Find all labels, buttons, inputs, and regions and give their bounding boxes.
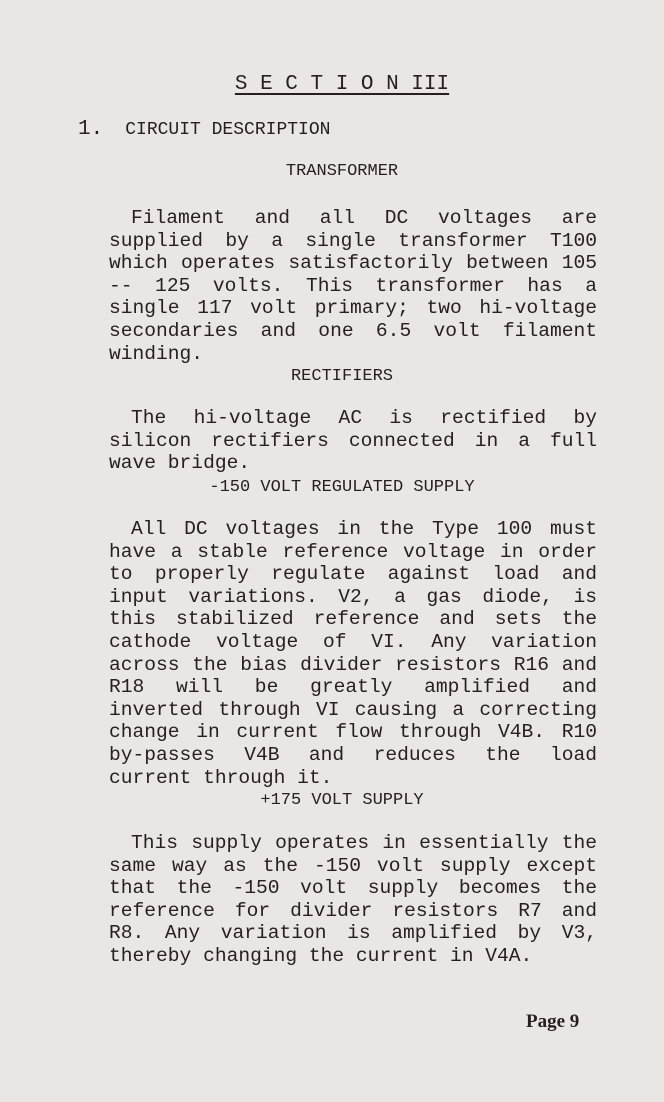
paragraph-text: This supply operates in essentially the same way as the -150 volt supply except that the -150 volt supply becomes the reference for divider resistors R7 and R8. Any variation is amplified by V3, thereby changing the current in V4A. xyxy=(109,832,597,967)
heading-number: 1. xyxy=(78,118,104,141)
subsection-title-plus175-supply: +175 VOLT SUPPLY xyxy=(260,791,424,810)
paragraph-transformer xyxy=(109,207,597,365)
paragraph-plus175-supply xyxy=(109,832,597,968)
subsection-title-minus150-supply: -150 VOLT REGULATED SUPPLY xyxy=(209,478,475,497)
subsection-title-transformer: TRANSFORMER xyxy=(285,162,399,181)
heading-text: CIRCUIT DESCRIPTION xyxy=(125,120,331,140)
circuit-description-heading xyxy=(78,117,330,143)
paragraph-text: All DC voltages in the Type 100 must have a stable reference voltage in order to properly regulate against load and input variations. V2, a gas diode, is this stabilized reference and sets the cathode voltage of VI. Any variation across the bias divider resistors R16 and R18 will be greatly amplified and inverted through VI causing a correcting change in current flow through V4B. R10 by-passes V4B and reduces the load current through it. xyxy=(109,518,597,789)
page-number: Page 9 xyxy=(526,1011,580,1032)
paragraph-rectifiers xyxy=(109,407,597,475)
subsection-title-rectifiers: RECTIFIERS xyxy=(290,367,394,386)
section-title: S E C T I O N III xyxy=(234,73,450,96)
paragraph-minus150-supply xyxy=(109,518,597,789)
paragraph-text: The hi-voltage AC is rectified by silicon rectifiers connected in a full wave bridge. xyxy=(109,407,597,475)
paragraph-text: Filament and all DC voltages are supplied by a single transformer T100 which operates satisfactorily between 105 -- 125 volts. This transformer has a single 117 volt primary; two hi-voltage secondaries and one 6.5 volt filament winding. xyxy=(109,207,597,365)
